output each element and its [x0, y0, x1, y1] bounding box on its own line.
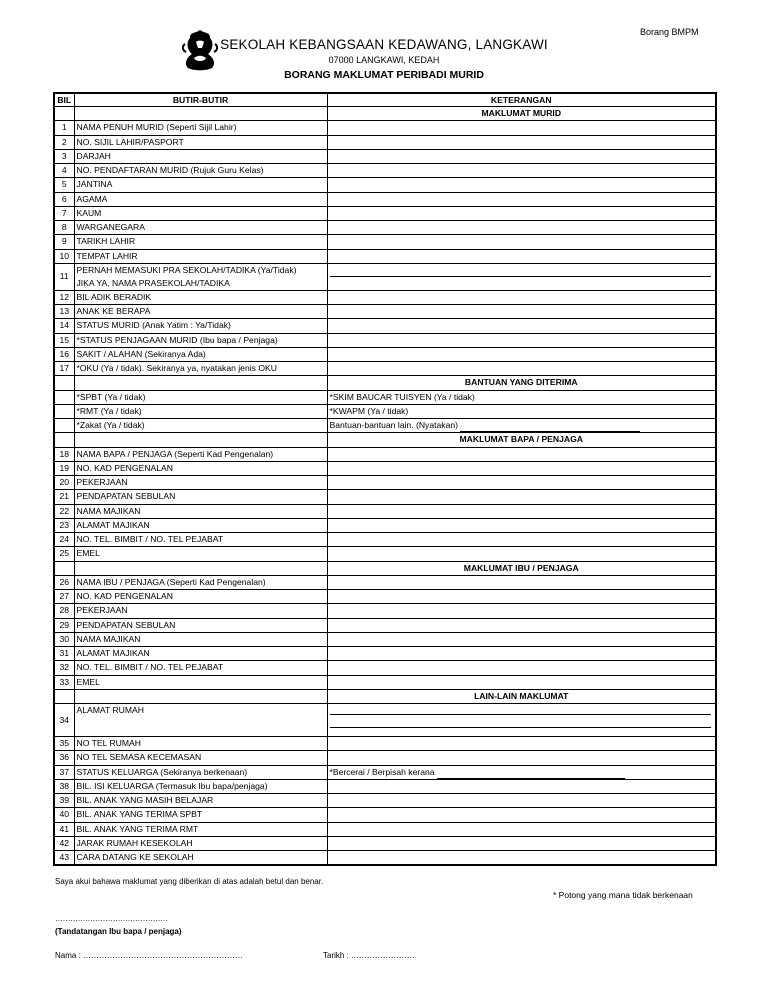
table-row: 12 BIL ADIK BERADIK: [54, 290, 716, 304]
table-row: 10 TEMPAT LAHIR: [54, 249, 716, 263]
value-cell[interactable]: [327, 164, 716, 178]
value-cell[interactable]: [327, 461, 716, 475]
table-row: 23 ALAMAT MAJIKAN: [54, 518, 716, 532]
value-cell[interactable]: [327, 794, 716, 808]
value-cell[interactable]: [327, 135, 716, 149]
strike-out-note: * Potong yang mana tidak berkenaan: [553, 890, 693, 900]
table-row: 36 NO TEL SEMASA KECEMASAN: [54, 751, 716, 765]
col-butir: BUTIR-BUTIR: [74, 93, 327, 107]
value-cell[interactable]: [327, 737, 716, 751]
section-ibu: MAKLUMAT IBU / PENJAGA: [327, 561, 716, 575]
table-row-alamat: 34 ALAMAT RUMAH: [54, 704, 716, 737]
value-cell[interactable]: [327, 590, 716, 604]
value-cell[interactable]: [327, 290, 716, 304]
declaration-text: Saya akui bahawa maklumat yang diberikan di atas adalah betul dan benar.: [55, 877, 324, 886]
value-cell[interactable]: [327, 618, 716, 632]
table-row: 33 EMEL: [54, 675, 716, 689]
table-row: 9 TARIKH LAHIR: [54, 235, 716, 249]
table-row: 31 ALAMAT MAJIKAN: [54, 647, 716, 661]
section-bapa: MAKLUMAT BAPA / PENJAGA: [327, 433, 716, 447]
student-info-table: [53, 92, 717, 866]
section-maklumat-murid: MAKLUMAT MURID: [327, 107, 716, 121]
value-cell[interactable]: [327, 178, 716, 192]
table-row: 5 JANTINA: [54, 178, 716, 192]
value-cell[interactable]: [327, 675, 716, 689]
table-row: 2 NO. SIJIL LAHIR/PASPORT: [54, 135, 716, 149]
section-bantuan: BANTUAN YANG DITERIMA: [327, 376, 716, 390]
value-cell[interactable]: [327, 504, 716, 518]
bantuan-row: [54, 419, 716, 433]
value-cell[interactable]: [327, 263, 716, 290]
table-row: 42 JARAK RUMAH KESEKOLAH: [54, 836, 716, 850]
col-keterangan: KETERANGAN: [327, 93, 716, 107]
value-cell[interactable]: [327, 518, 716, 532]
value-cell[interactable]: [327, 547, 716, 561]
table-row: 25 EMEL: [54, 547, 716, 561]
bantuan-zakat[interactable]: *Zakat (Ya / tidak): [74, 419, 327, 433]
table-row-prasekolah: 11 PERNAH MEMASUKI PRA SEKOLAH/TADIKA (Ya/Tidak) JIKA YA, NAMA PRASEKOLAH/TADIKA: [54, 263, 716, 290]
value-cell[interactable]: [327, 604, 716, 618]
table-row: 43 CARA DATANG KE SEKOLAH: [54, 851, 716, 866]
bantuan-lain-cell[interactable]: [327, 419, 716, 433]
table-row: 38 BIL. ISI KELUARGA (Termasuk Ibu bapa/penjaga): [54, 779, 716, 793]
value-cell[interactable]: [327, 249, 716, 263]
value-cell[interactable]: [327, 121, 716, 135]
value-cell[interactable]: [327, 661, 716, 675]
value-cell[interactable]: [327, 779, 716, 793]
table-row: 24 NO. TEL. BIMBIT / NO. TEL PEJABAT: [54, 533, 716, 547]
date-field[interactable]: Tarikh : ……………………: [323, 951, 416, 960]
table-row: 15 *STATUS PENJAGAAN MURID (Ibu bapa / Penjaga): [54, 333, 716, 347]
bantuan-lain-label: Bantuan-bantuan lain. (Nyatakan): [329, 420, 459, 431]
school-address: 07000 LANGKAWI, KEDAH: [328, 55, 440, 65]
table-row: 13 ANAK KE BERAPA: [54, 305, 716, 319]
value-cell[interactable]: [327, 362, 716, 376]
value-cell[interactable]: [327, 333, 716, 347]
table-row: 7 KAUM: [54, 206, 716, 220]
value-cell[interactable]: [327, 305, 716, 319]
table-row: 29 PENDAPATAN SEBULAN: [54, 618, 716, 632]
table-row: 17 *OKU (Ya / tidak). Sekiranya ya, nyatakan jenis OKU: [54, 362, 716, 376]
signature-label: (Tandatangan Ibu bapa / penjaga): [55, 927, 182, 936]
value-cell[interactable]: [327, 476, 716, 490]
table-row: 30 NAMA MAJIKAN: [54, 632, 716, 646]
table-row: 26 NAMA IBU / PENJAGA (Seperti Kad Pengenalan): [54, 575, 716, 589]
value-cell[interactable]: [327, 751, 716, 765]
signature-line[interactable]: ………………………………………: [55, 914, 168, 923]
table-row: 6 AGAMA: [54, 192, 716, 206]
value-cell[interactable]: [327, 836, 716, 850]
bantuan-kwapm[interactable]: *KWAPM (Ya / tidak): [327, 404, 716, 418]
value-cell[interactable]: [327, 447, 716, 461]
table-row: 35 NO TEL RUMAH: [54, 737, 716, 751]
table-row: 40 BIL. ANAK YANG TERIMA SPBT: [54, 808, 716, 822]
col-bil: BIL: [54, 93, 74, 107]
value-cell[interactable]: [327, 149, 716, 163]
table-row: 22 NAMA MAJIKAN: [54, 504, 716, 518]
value-cell[interactable]: [327, 221, 716, 235]
table-row: 18 NAMA BAPA / PENJAGA (Seperti Kad Pengenalan): [54, 447, 716, 461]
table-row: 14 STATUS MURID (Anak Yatim : Ya/Tidak): [54, 319, 716, 333]
value-cell[interactable]: [327, 490, 716, 504]
table-row: 32 NO. TEL. BIMBIT / NO. TEL PEJABAT: [54, 661, 716, 675]
value-cell[interactable]: [327, 808, 716, 822]
bantuan-row: [54, 390, 716, 404]
value-cell[interactable]: [327, 647, 716, 661]
value-cell[interactable]: [327, 822, 716, 836]
section-lain-lain: LAIN-LAIN MAKLUMAT: [327, 689, 716, 703]
value-cell[interactable]: [327, 235, 716, 249]
table-row: 19 NO. KAD PENGENALAN: [54, 461, 716, 475]
table-row: 41 BIL. ANAK YANG TERIMA RMT: [54, 822, 716, 836]
table-row: 3 DARJAH: [54, 149, 716, 163]
value-cell[interactable]: [327, 851, 716, 866]
table-row: 4 NO. PENDAFTARAN MURID (Rujuk Guru Kelas): [54, 164, 716, 178]
table-row: 1 NAMA PENUH MURID (Seperti Sijil Lahir): [54, 121, 716, 135]
table-row: 39 BIL. ANAK YANG MASIH BELAJAR: [54, 794, 716, 808]
table-row-status-keluarga: 37 STATUS KELUARGA (Sekiranya berkenaan) *Bercerai / Berpisah kerana: [54, 765, 716, 779]
table-row: 21 PENDAPATAN SEBULAN: [54, 490, 716, 504]
bantuan-lain-line[interactable]: [460, 422, 640, 432]
bantuan-skim-baucar[interactable]: *SKIM BAUCAR TUISYEN (Ya / tidak): [327, 390, 716, 404]
table-row: 28 PEKERJAAN: [54, 604, 716, 618]
value-cell[interactable]: [327, 533, 716, 547]
school-name: SEKOLAH KEBANGSAAN KEDAWANG, LANGKAWI: [220, 37, 548, 52]
value-cell[interactable]: [327, 192, 716, 206]
status-keluarga-line[interactable]: [437, 769, 625, 779]
table-row: 16 SAKIT / ALAHAN (Sekiranya Ada): [54, 347, 716, 361]
value-cell[interactable]: [327, 347, 716, 361]
value-cell[interactable]: [327, 206, 716, 220]
table-header-row: [54, 93, 716, 107]
form-title: BORANG MAKLUMAT PERIBADI MURID: [284, 69, 484, 81]
table-row: 20 PEKERJAAN: [54, 476, 716, 490]
name-field[interactable]: Nama : ……………………………………………………: [55, 951, 244, 960]
table-row: 27 NO. KAD PENGENALAN: [54, 590, 716, 604]
value-cell[interactable]: [327, 575, 716, 589]
value-cell[interactable]: [327, 632, 716, 646]
value-cell[interactable]: [327, 319, 716, 333]
status-keluarga-cell[interactable]: *Bercerai / Berpisah kerana: [327, 765, 716, 779]
form-code: Borang BMPM: [640, 27, 699, 37]
bantuan-row: [54, 404, 716, 418]
bantuan-rmt[interactable]: *RMT (Ya / tidak): [74, 404, 327, 418]
bantuan-spbt[interactable]: *SPBT (Ya / tidak): [74, 390, 327, 404]
table-row: 8 WARGANEGARA: [54, 221, 716, 235]
address-value-cell[interactable]: [327, 704, 716, 737]
